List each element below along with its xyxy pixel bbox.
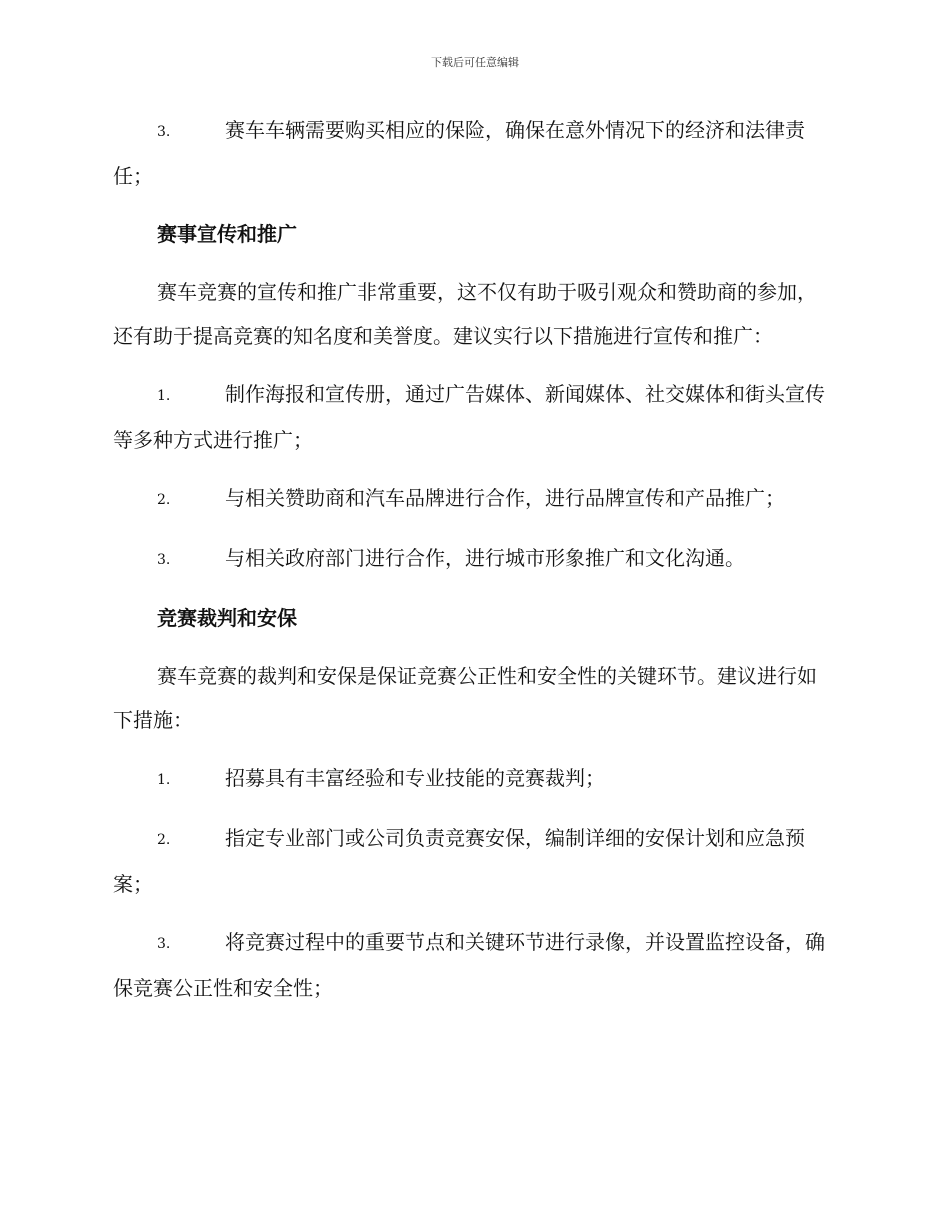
list-item	[113, 536, 835, 582]
section-heading: 赛事宣传和推广	[157, 222, 297, 246]
paragraph: 赛车竞赛的裁判和安保是保证竞赛公正性和安全性的关键环节。建议进行如下措施：	[113, 664, 817, 732]
list-item	[113, 108, 835, 198]
list-number: 3.	[157, 124, 171, 140]
list-text: 与相关政府部门进行合作，进行城市形象推广和文化沟通。	[225, 546, 745, 570]
list-number: 3.	[157, 936, 171, 952]
header-note: 下载后可任意编辑	[431, 56, 519, 69]
list-text: 招募具有丰富经验和专业技能的竞赛裁判；	[225, 766, 605, 790]
list-text: 将竞赛过程中的重要节点和关键环节进行录像，并设置监控设备，确保竞赛公正性和安全性；	[113, 930, 825, 1000]
list-item	[113, 372, 835, 462]
list-text: 指定专业部门或公司负责竞赛安保，编制详细的安保计划和应急预案；	[113, 826, 805, 896]
list-text: 赛车车辆需要购买相应的保险，确保在意外情况下的经济和法律责任；	[113, 118, 805, 188]
section-heading: 竞赛裁判和安保	[157, 606, 297, 630]
list-item	[113, 816, 835, 906]
list-number: 3.	[157, 552, 171, 568]
list-text: 与相关赞助商和汽车品牌进行合作，进行品牌宣传和产品推广；	[225, 486, 785, 510]
list-text: 制作海报和宣传册，通过广告媒体、新闻媒体、社交媒体和街头宣传等多种方式进行推广；	[113, 382, 825, 452]
list-item	[113, 476, 835, 522]
paragraph: 赛车竞赛的宣传和推广非常重要，这不仅有助于吸引观众和赞助商的参加，还有助于提高竞赛的知名度和美誉度。建议实行以下措施进行宣传和推广：	[113, 280, 817, 348]
list-item	[113, 920, 835, 1010]
list-number: 2.	[157, 492, 171, 508]
list-item	[113, 756, 835, 802]
list-number: 2.	[157, 832, 171, 848]
list-number: 1.	[157, 388, 171, 404]
list-number: 1.	[157, 772, 171, 788]
document-body	[113, 108, 835, 1010]
